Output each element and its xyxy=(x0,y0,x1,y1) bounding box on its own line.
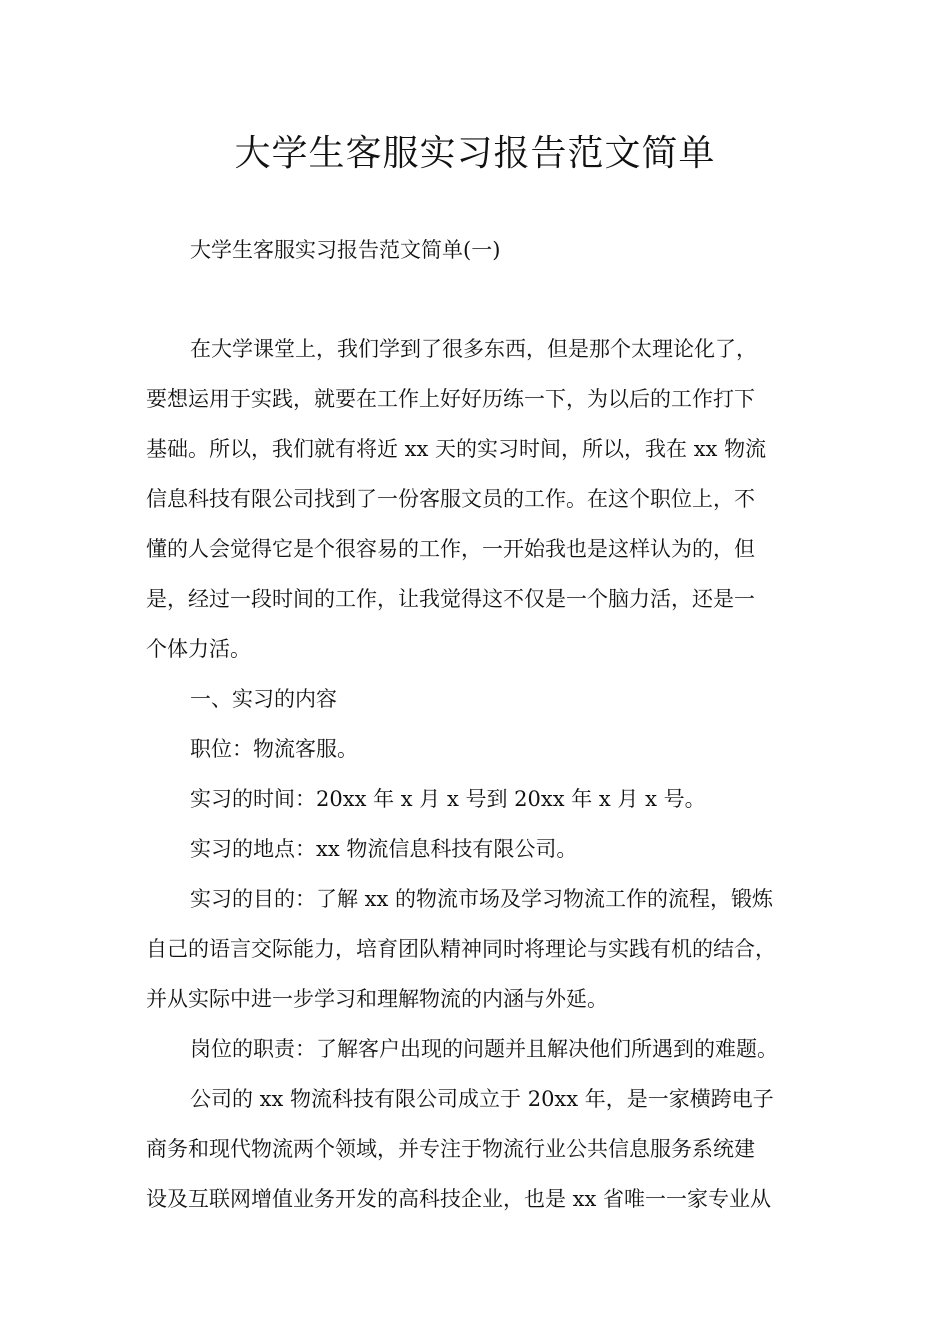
text-line: 公司的 xx 物流科技有限公司成立于 20xx 年，是一家横跨电子 xyxy=(190,1087,774,1111)
text-line: 职位：物流客服。 xyxy=(190,737,358,761)
text-line: 自己的语言交际能力，培育团队精神同时将理论与实践有机的结合， xyxy=(146,937,776,961)
text-line: 是，经过一段时间的工作，让我觉得这不仅是一个脑力活，还是一 xyxy=(146,587,755,611)
text-line: 实习的地点：xx 物流信息科技有限公司。 xyxy=(190,837,578,861)
document-title: 大学生客服实习报告范文简单 xyxy=(234,133,716,174)
text-line: 懂的人会觉得它是个很容易的工作，一开始我也是这样认为的，但 xyxy=(146,537,755,561)
section-heading: 一、实习的内容 xyxy=(190,687,337,711)
text-line: 并从实际中进一步学习和理解物流的内涵与外延。 xyxy=(146,987,608,1011)
text-line: 基础。所以，我们就有将近 xx 天的实习时间，所以，我在 xx 物流 xyxy=(146,437,767,461)
text-line: 信息科技有限公司找到了一份客服文员的工作。在这个职位上，不 xyxy=(146,487,755,511)
text-line: 实习的目的：了解 xx 的物流市场及学习物流工作的流程，锻炼 xyxy=(190,887,774,911)
document-subtitle: 大学生客服实习报告范文简单(一) xyxy=(190,238,501,262)
text-line: 要想运用于实践，就要在工作上好好历练一下，为以后的工作打下 xyxy=(146,387,755,411)
text-line: 实习的时间：20xx 年 x 月 x 号到 20xx 年 x 月 x 号。 xyxy=(190,787,706,811)
text-line: 在大学课堂上，我们学到了很多东西，但是那个太理论化了， xyxy=(190,337,757,361)
text-line: 商务和现代物流两个领域，并专注于物流行业公共信息服务系统建 xyxy=(146,1137,755,1161)
text-line: 个体力活。 xyxy=(146,637,251,661)
document-body xyxy=(146,333,810,1233)
text-line: 岗位的职责：了解客户出现的问题并且解决他们所遇到的难题。 xyxy=(190,1037,778,1061)
text-line: 设及互联网增值业务开发的高科技企业，也是 xx 省唯一一家专业从 xyxy=(146,1187,772,1211)
